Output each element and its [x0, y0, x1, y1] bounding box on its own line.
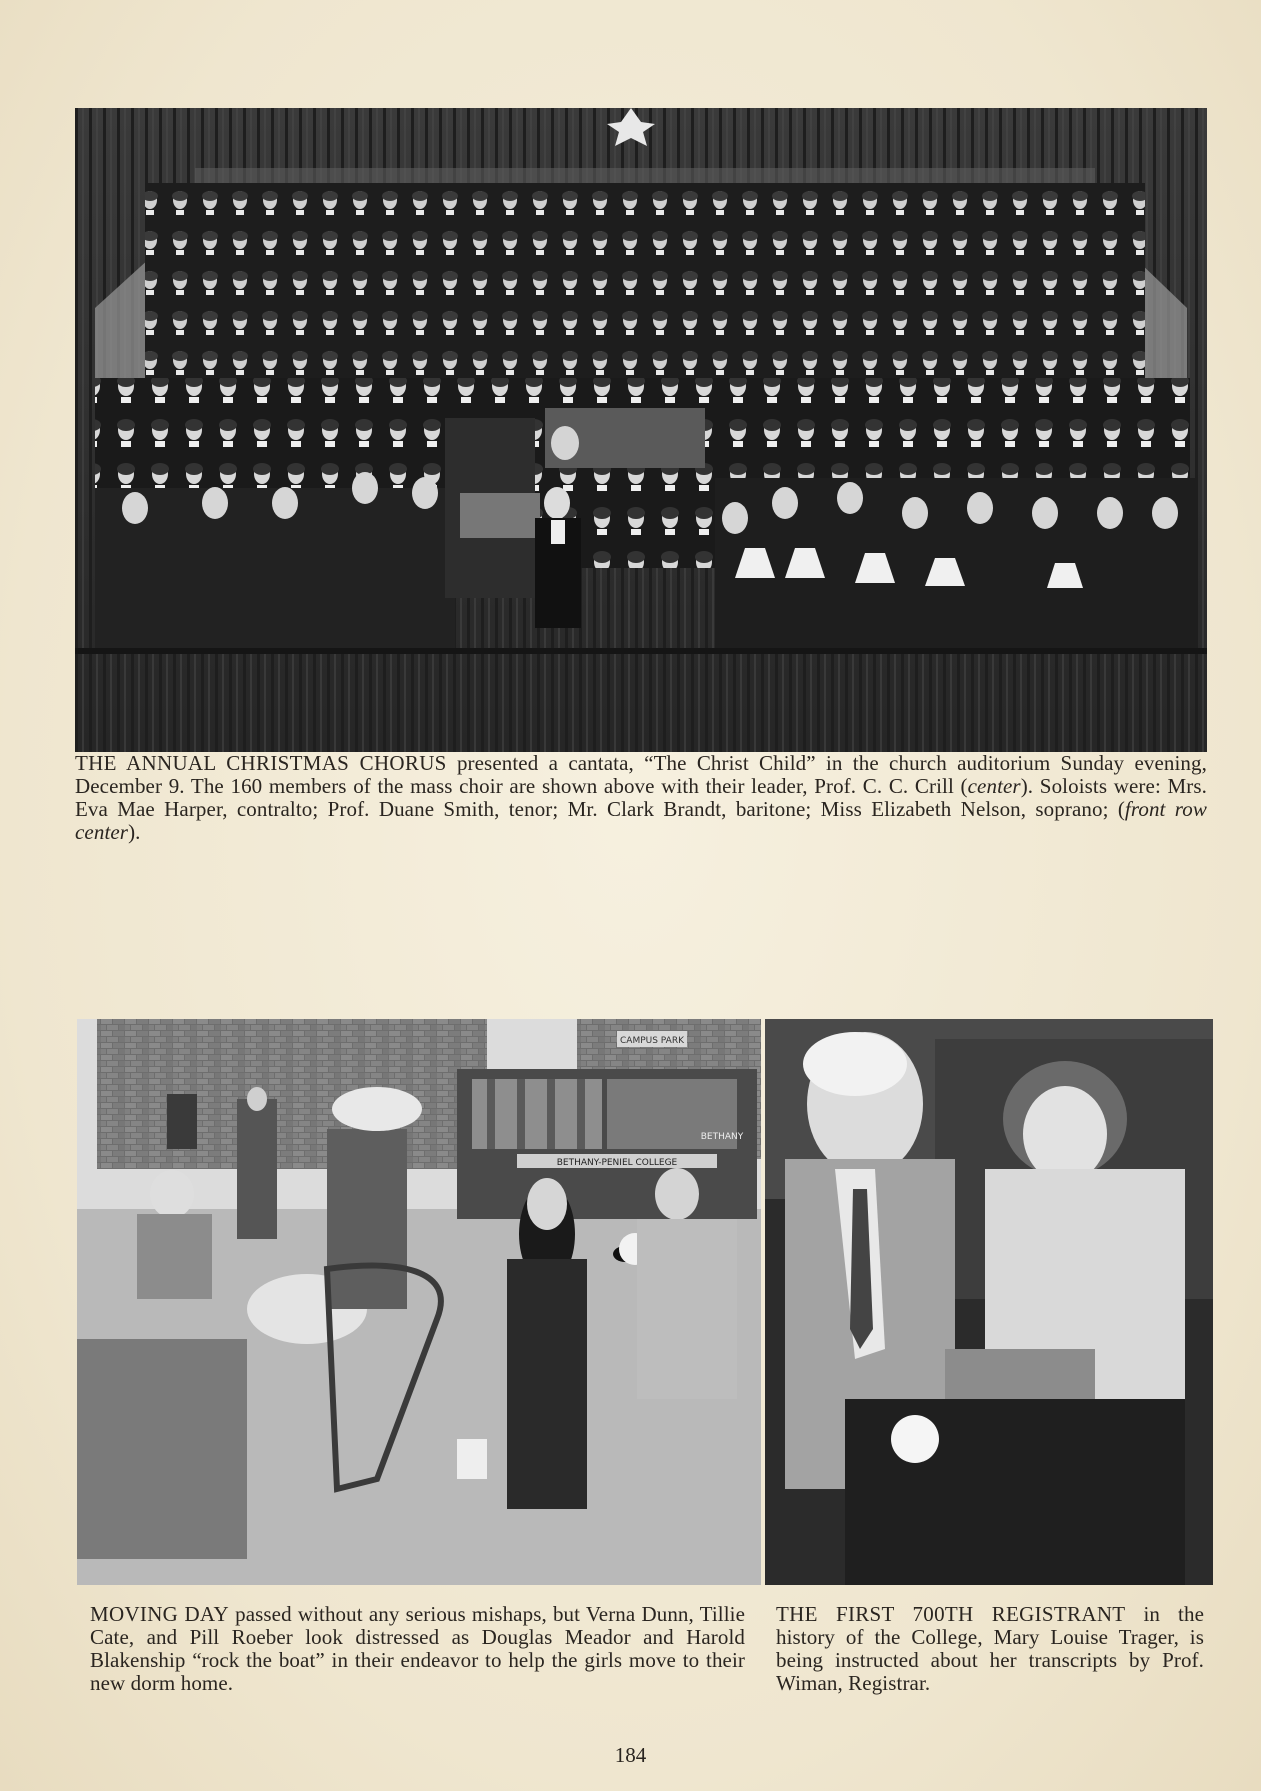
chorus-caption: [75, 752, 1207, 844]
chorus-caption-italic: front row center: [75, 797, 1207, 844]
page-number: 184: [614, 1743, 647, 1767]
moving-day-caption-lead: MOVING DAY: [90, 1602, 229, 1626]
chorus-caption-text: ).: [128, 820, 141, 844]
truck-sign-text: BETHANY-PENIEL COLLEGE: [556, 1158, 678, 1168]
moving-day-caption-text: passed without any serious mishaps, but Verna Dunn, Tillie Cate, and Pill Roeber look distressed as Douglas Meador and Harold Blakenship “rock the boat” in their endeavor to help the girls move to their new dorm home.: [90, 1602, 745, 1695]
moving-day-caption: [90, 1603, 745, 1695]
registrant-caption: [776, 1603, 1204, 1695]
chorus-caption-italic: center: [967, 774, 1021, 798]
moving-day-photo: [77, 1019, 761, 1585]
moving-day-photo-image: [77, 1019, 761, 1585]
registrant-caption-text: in the history of the College, Mary Louise Trager, is being instructed about her transcripts by Prof. Wiman, Registrar.: [776, 1602, 1204, 1695]
registrant-photo-image: [765, 1019, 1213, 1585]
wall-sign-text: CAMPUS PARK: [620, 1036, 684, 1046]
registrant-caption-lead: THE FIRST 700TH REGISTRANT: [776, 1602, 1126, 1626]
chorus-photo: [75, 108, 1207, 752]
chorus-photo-image: [75, 108, 1207, 752]
truck-door-text: BETHANY: [700, 1132, 744, 1142]
registrant-photo: [765, 1019, 1213, 1585]
chorus-caption-text: ). Soloists were: Mrs. Eva Mae Harper, contralto; Prof. Duane Smith, tenor; Mr. Clark Brandt, baritone; Miss Elizabeth Nelson, soprano; (: [75, 774, 1207, 821]
chorus-caption-lead: THE ANNUAL CHRISTMAS CHORUS: [75, 751, 447, 775]
chorus-caption-text: presented a cantata, “The Christ Child” in the church auditorium Sunday evening, December 9. The 160 members of the mass choir are shown above with their leader, Prof. C. C. Crill (: [75, 751, 1207, 798]
